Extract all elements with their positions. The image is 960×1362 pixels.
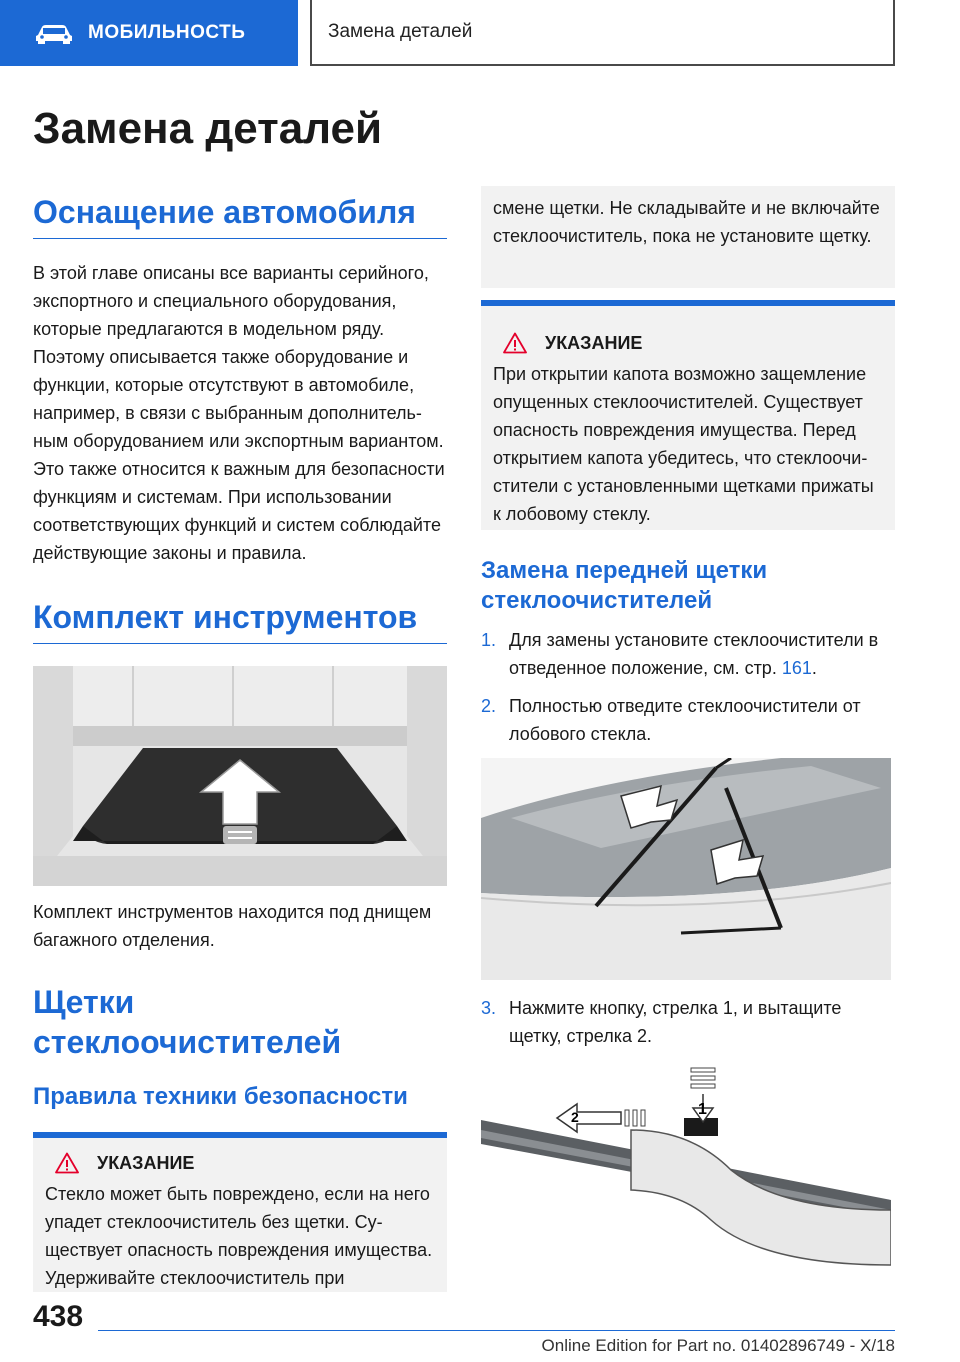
footer-divider xyxy=(98,1330,895,1331)
figure-arrow-2-label: 2 xyxy=(571,1109,579,1125)
notice-title: УКАЗАНИЕ xyxy=(545,332,643,353)
section-tab-label: МОБИЛЬНОСТЬ xyxy=(88,22,246,43)
footer-edition: Online Edition for Part no. 01402896749 - X/18 xyxy=(541,1336,895,1355)
notice-header xyxy=(493,332,883,354)
figure-arrow-1-label: 1 xyxy=(698,1101,707,1118)
notice-title: УКАЗАНИЕ xyxy=(97,1152,195,1173)
step-number: 2. xyxy=(481,696,497,716)
page-number: 438 xyxy=(33,1300,84,1333)
step-number: 1. xyxy=(481,630,497,650)
left-column xyxy=(33,192,447,1292)
wiper-blade-figure xyxy=(481,1060,891,1278)
section-tab[interactable] xyxy=(0,0,298,66)
windshield-wipers-illustration xyxy=(481,758,891,980)
step-text: Нажмите кнопку, стрелка 1, и вытащите щетку, стрелка 2. xyxy=(509,998,842,1046)
trunk-floor-figure xyxy=(33,666,447,886)
step-item xyxy=(481,626,895,682)
equipment-text: В этой главе описаны все варианты серийного, экспортного и специального оборудования, которые предлагаются в модельном ряду. Поэтому описывается также оборудование и функции, которые отсутствуют в автомобиле, например, в связи с выбранным дополнительным оборудованием или экспортным вариантом. Это также относится к важным для безопасности функциям и системам. При использовании соответствующих функций и систем соблюдайте действующие законы и правила. xyxy=(33,263,445,563)
breadcrumb[interactable]: Замена деталей xyxy=(310,0,895,66)
car-icon xyxy=(34,21,74,45)
step-text: Для замены установите стеклоочистители в отведенное положение, см. стр. xyxy=(509,630,879,678)
warning-icon xyxy=(503,332,527,354)
notice-box-1 xyxy=(33,1132,447,1292)
notice-text: Стекло может быть повреждено, если на него упадет стеклоочиститель без щетки. Существует опасность повреждения имущества. Удерживайте стеклоочиститель при xyxy=(45,1184,433,1288)
toolkit-heading: Комплект инструментов xyxy=(33,597,447,644)
page-title: Замена деталей xyxy=(33,104,383,153)
steps-list-continued xyxy=(481,994,895,1050)
toolkit-caption: Комплект инструментов находится под днищем багажного отделения. xyxy=(33,902,432,950)
right-column xyxy=(481,186,895,1278)
safety-heading: Правила техники безопасности xyxy=(33,1083,408,1110)
wiper-blade-illustration xyxy=(481,1060,891,1278)
windshield-wipers-figure xyxy=(481,758,891,980)
step-text: Полностью отведите стеклоочистители от лобового стекла. xyxy=(509,696,861,744)
replace-wiper-heading: Замена передней щетки стеклоочистителей xyxy=(481,557,768,614)
notice-text: При открытии капота возможно защемление опущенных стеклоочистителей. Существует опасность повреждения имущества. Перед открытием капота убедитесь, что стеклоочистители с установленными щетками прижаты к лобовому стеклу. xyxy=(493,364,874,524)
step-text-end: . xyxy=(811,658,817,678)
warning-icon xyxy=(55,1152,79,1174)
notice-box-2 xyxy=(481,300,895,530)
step-number: 3. xyxy=(481,998,497,1018)
notice-header xyxy=(45,1152,435,1174)
notice-box-1-continued xyxy=(481,186,895,288)
wipers-heading: Щетки стеклоочистителей xyxy=(33,984,342,1060)
trunk-floor-illustration xyxy=(33,666,447,886)
notice-text-continued: смене щетки. Не складывайте и не включайте стеклоочиститель, пока не установите щетку. xyxy=(493,198,880,246)
step-item xyxy=(481,692,895,748)
steps-list xyxy=(481,626,895,748)
step-item xyxy=(481,994,895,1050)
equipment-heading: Оснащение автомобиля xyxy=(33,192,447,239)
page-link[interactable]: 161 xyxy=(781,658,812,678)
